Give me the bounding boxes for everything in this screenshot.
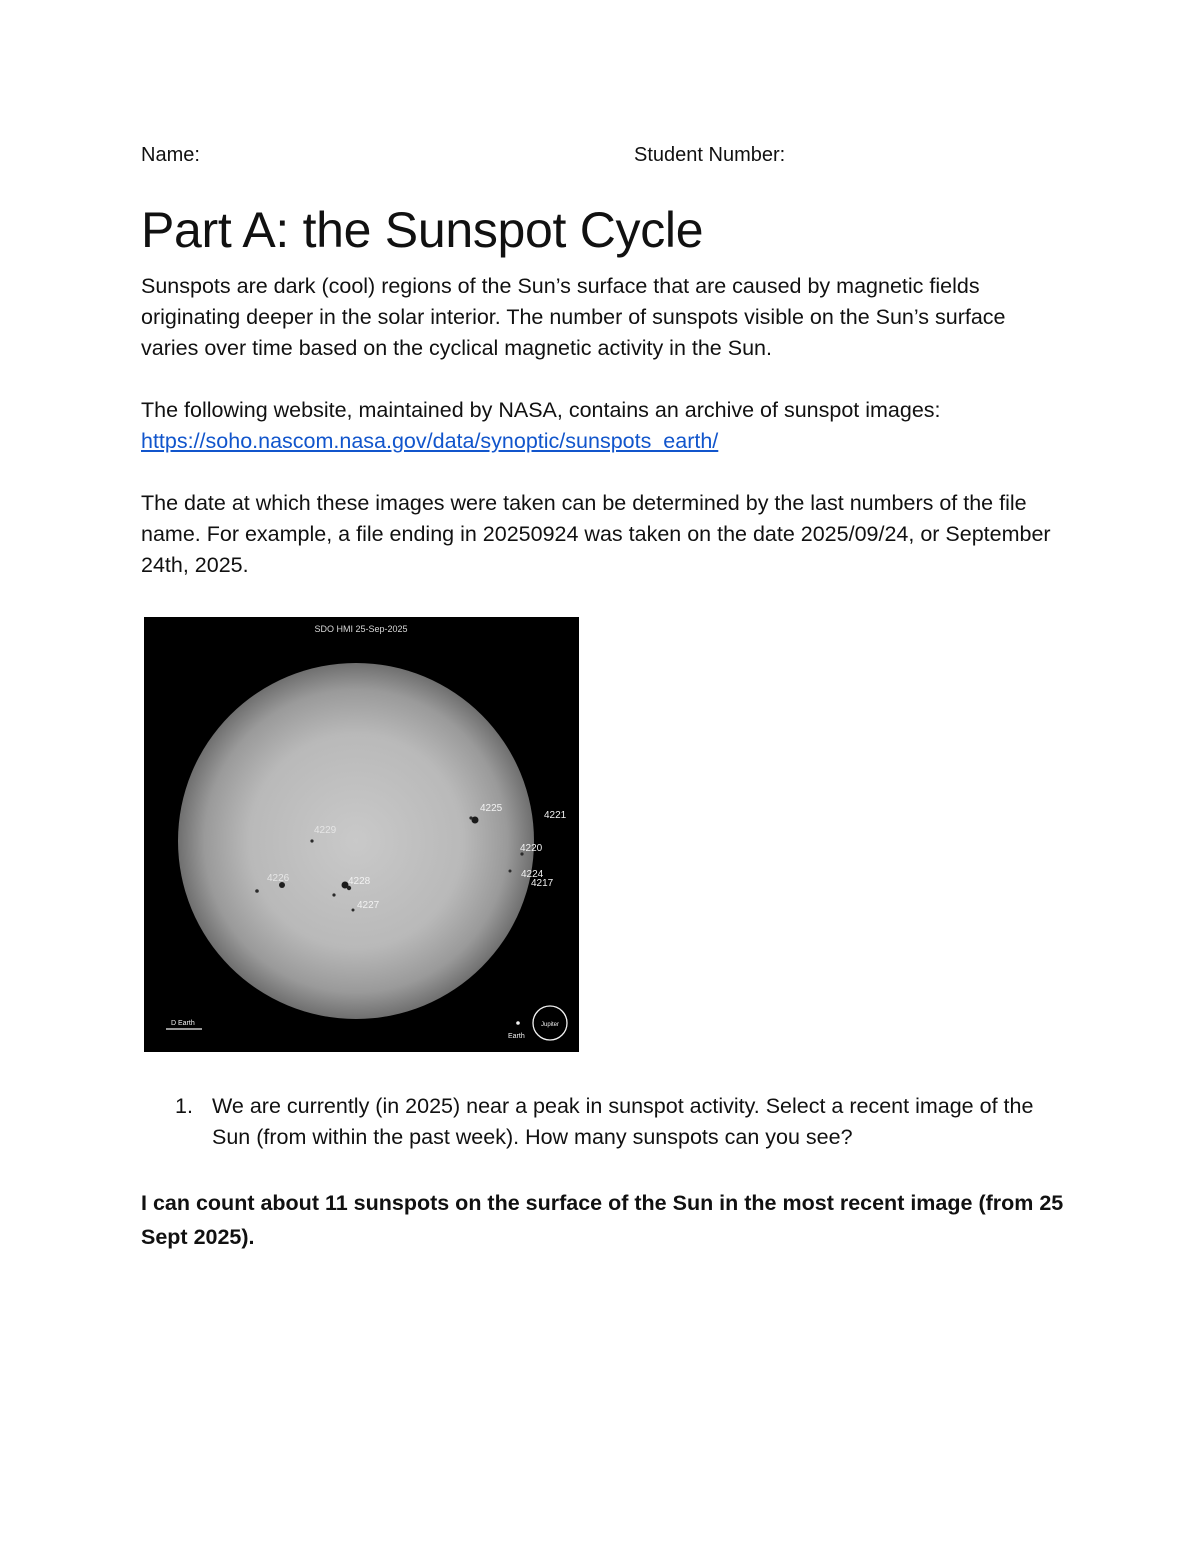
website-paragraph-text: The following website, maintained by NASA, contains an archive of sunspot images: xyxy=(141,398,941,422)
compass-label: Jupiter xyxy=(540,1022,560,1028)
question-text: We are currently (in 2025) near a peak in sunspot activity. Select a recent image of the Sun (from within the past week). How many sunspots can you see? xyxy=(212,1094,1034,1149)
answer-text: I can count about 11 sunspots on the surface of the Sun in the most recent image (from 25 Sept 2025). xyxy=(141,1191,1064,1249)
date-paragraph: The date at which these images were taken can be determined by the last numbers of the file name. For example, a file ending in 20250924 was taken on the date 2025/09/24, or September 24th, 2025. xyxy=(141,491,1051,577)
sunspot xyxy=(352,909,355,912)
region-label: 4224 xyxy=(521,869,544,880)
sunspot xyxy=(255,889,259,893)
student-number-label: Student Number: xyxy=(634,144,786,166)
sun-disk xyxy=(178,663,534,1019)
region-label: 4226 xyxy=(267,873,290,884)
region-label: 4225 xyxy=(480,803,503,814)
region-label: 4228 xyxy=(348,876,371,887)
earth-marker xyxy=(516,1021,520,1025)
sunspot xyxy=(472,817,479,824)
website-paragraph xyxy=(141,395,1051,457)
sunspot xyxy=(509,870,512,873)
image-header-text: SDO HMI 25-Sep-2025 xyxy=(314,624,408,634)
sun-disk-graphic xyxy=(144,617,579,1052)
sunspot xyxy=(469,816,472,819)
intro-paragraph: Sunspots are dark (cool) regions of the Sun’s surface that are caused by magnetic fields originating deeper in the solar interior. The number of sunspots visible on the Sun’s surface varies over time based on the cyclical magnetic activity in the Sun. xyxy=(141,274,1006,360)
sunspot-image xyxy=(144,617,579,1052)
earth-label: Earth xyxy=(508,1033,525,1040)
question-number: 1. xyxy=(175,1094,193,1118)
region-label: 4227 xyxy=(357,900,380,911)
region-label: 4229 xyxy=(314,825,337,836)
sunspot xyxy=(310,839,313,842)
nasa-archive-link[interactable]: https://soho.nascom.nasa.gov/data/synoptic/sunspots_earth/ xyxy=(141,429,719,453)
region-label: 4221 xyxy=(544,810,567,821)
region-label: 4220 xyxy=(520,843,543,854)
name-label: Name: xyxy=(141,144,200,166)
scale-label: D Earth xyxy=(171,1020,195,1027)
page-title: Part A: the Sunspot Cycle xyxy=(141,202,704,258)
sunspot xyxy=(332,893,335,896)
region-label: 4217 xyxy=(531,878,554,889)
